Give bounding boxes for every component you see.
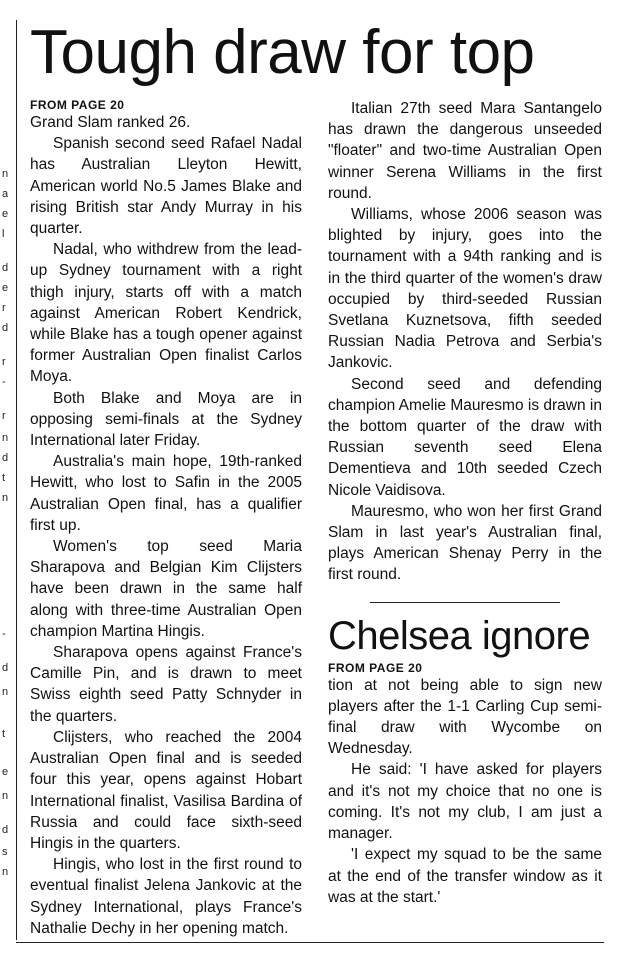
fragment: d xyxy=(2,322,9,334)
article-column-2 xyxy=(328,98,602,908)
paragraph: Grand Slam ranked 26. xyxy=(30,114,191,131)
paragraph: Sharapova opens against France's Camille Pin, and is drawn to meet Swiss eighth seed Patty Schnyder in the quarters. xyxy=(30,644,302,725)
article-column-1 xyxy=(30,98,302,939)
fragment: t xyxy=(2,472,6,484)
fragment: d xyxy=(2,824,9,836)
paragraph: Williams, whose 2006 season was blighted by injury, goes into the tournament with a 94th ranking and is in the third quarter of the women's draw occupied by third-seeded Russian Svetlana Kuznetsova, fifth seeded Russian Nadia Petrova and Serbia's Jankovic. xyxy=(328,206,602,372)
bottom-rule xyxy=(16,942,604,943)
fragment: - xyxy=(2,376,6,388)
fragment: n xyxy=(2,168,9,180)
paragraph: Second seed and defending champion Amelie Mauresmo is drawn in the bottom quarter of the draw with Russian seventh seed Elena Dementieva and 10th seeded Czech Nicole Vaidisova. xyxy=(328,375,602,499)
fragment: n xyxy=(2,492,9,504)
fragment: n xyxy=(2,432,9,444)
paragraph: Hingis, who lost in the first round to eventual finalist Jelena Jankovic at the Sydney International, plays France's Nathalie Dechy in her opening match. xyxy=(30,856,302,937)
paragraph: 'I expect my squad to be the same at the end of the transfer window as it was at the start.' xyxy=(328,846,602,906)
continued-kicker: FROM PAGE 20 xyxy=(328,660,423,675)
fragment: e xyxy=(2,208,9,220)
fragment: r xyxy=(2,410,6,422)
column-rule-left xyxy=(16,20,17,940)
fragment: s xyxy=(2,846,8,858)
fragment: e xyxy=(2,766,9,778)
fragment: r xyxy=(2,302,6,314)
fragment: n xyxy=(2,686,9,698)
chelsea-headline: Chelsea ignore xyxy=(328,613,591,658)
adjacent-column-fragments xyxy=(0,0,16,957)
fragment: l xyxy=(2,228,5,240)
paragraph: Italian 27th seed Mara Santangelo has drawn the dangerous unseeded "floater" and two-time Australian Open winner Serena Williams in the first round. xyxy=(328,100,602,202)
paragraph: Women's top seed Maria Sharapova and Belgian Kim Clijsters have been drawn in the same half along with three-time Australian Open champion Martina Hingis. xyxy=(30,538,302,640)
paragraph: tion at not being able to sign new players after the 1-1 Carling Cup semi-final draw with Wycombe on Wednesday. xyxy=(328,676,602,758)
article-divider xyxy=(370,602,560,603)
continued-kicker: FROM PAGE 20 xyxy=(30,98,125,112)
paragraph: He said: 'I have asked for players and it's not my choice that no one is coming. It's not my club, I am just a manager. xyxy=(328,761,602,843)
fragment: n xyxy=(2,866,9,878)
fragment: n xyxy=(2,790,9,802)
fragment: - xyxy=(2,628,6,640)
fragment: e xyxy=(2,282,9,294)
fragment: d xyxy=(2,452,9,464)
fragment: t xyxy=(2,728,6,740)
paragraph: Australia's main hope, 19th-ranked Hewitt, who lost to Safin in the 2005 Australian Open final, has a qualifier first up. xyxy=(30,453,302,534)
paragraph: Both Blake and Moya are in opposing semi-finals at the Sydney International later Friday. xyxy=(30,389,302,450)
paragraph: Nadal, who withdrew from the lead-up Sydney tournament with a right thigh injury, starts off with a match against American Robert Kendrick, while Blake has a tough opener against former Australian Open finalist Carlos Moya. xyxy=(30,241,302,386)
fragment: a xyxy=(2,188,9,200)
fragment: d xyxy=(2,662,9,674)
paragraph: Mauresmo, who won her first Grand Slam in last year's Australian final, plays American Shenay Perry in the first round. xyxy=(328,502,602,584)
paragraph: Clijsters, who reached the 2004 Australian Open final and is seeded four this year, opens against Hobart International finalist, Vasilisa Bardina of Russia and could face sixth-seed Hingis in the quarters. xyxy=(30,728,302,852)
article-headline: Tough draw for top xyxy=(30,18,535,87)
fragment: d xyxy=(2,262,9,274)
paragraph: Spanish second seed Rafael Nadal has Australian Lleyton Hewitt, American world No.5 James Blake and rising British star Andy Murray in his quarter. xyxy=(30,135,302,238)
fragment: r xyxy=(2,356,6,368)
